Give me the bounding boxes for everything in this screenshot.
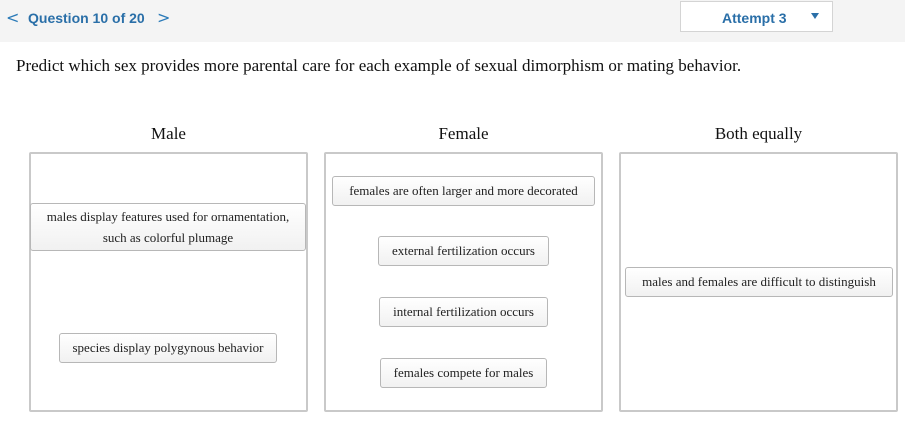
draggable-answer-chip[interactable]: males display features used for ornamentation, such as colorful plumage bbox=[30, 203, 306, 251]
column-heading-both-equally: Both equally bbox=[714, 124, 803, 143]
caret-down-icon bbox=[811, 13, 819, 19]
draggable-answer-chip[interactable]: females compete for males bbox=[380, 358, 547, 388]
question-counter-label: Question 10 of 20 bbox=[28, 10, 145, 26]
column-heading-male: Male bbox=[151, 124, 186, 143]
draggable-answer-chip[interactable]: species display polygynous behavior bbox=[59, 333, 277, 363]
attempt-dropdown[interactable] bbox=[680, 1, 833, 32]
previous-question-chevron-icon[interactable]: < bbox=[6, 8, 20, 27]
draggable-answer-chip[interactable]: internal fertilization occurs bbox=[379, 297, 548, 327]
question-nav-bar bbox=[0, 0, 905, 42]
column-heading-female: Female bbox=[438, 124, 489, 143]
draggable-answer-chip[interactable]: females are often larger and more decorated bbox=[332, 176, 595, 206]
question-instructions: Predict which sex provides more parental care for each example of sexual dimorphism or mating behavior. bbox=[16, 56, 742, 75]
drop-zone-male[interactable] bbox=[29, 152, 308, 412]
next-question-chevron-icon[interactable]: > bbox=[157, 8, 171, 27]
draggable-answer-chip[interactable]: males and females are difficult to distinguish bbox=[625, 267, 893, 297]
draggable-answer-chip[interactable]: external fertilization occurs bbox=[378, 236, 549, 266]
attempt-selected-value: Attempt 3 bbox=[722, 10, 787, 26]
